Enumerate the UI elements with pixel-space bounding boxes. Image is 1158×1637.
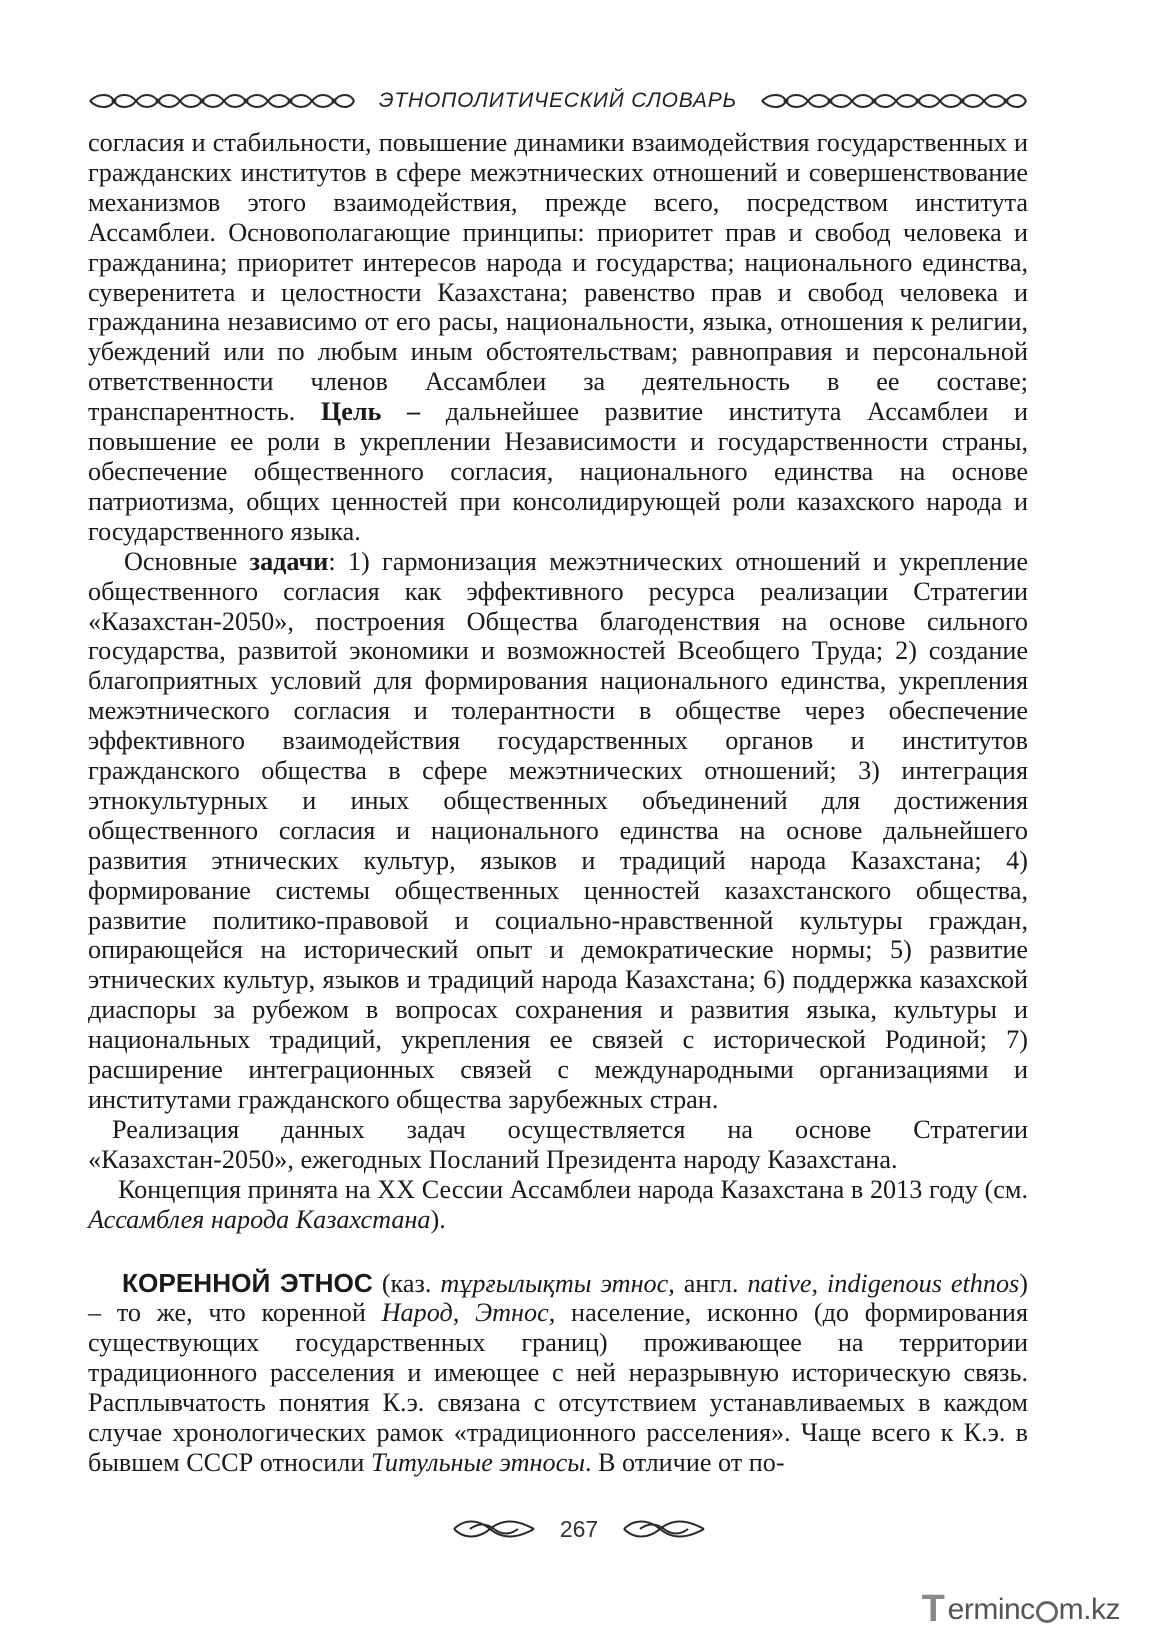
running-header — [88, 84, 1028, 118]
site-watermark — [922, 1588, 1120, 1631]
cross-reference: Ассамблея народа Казахстана — [88, 1204, 431, 1234]
goal-label: Цель – — [320, 397, 421, 427]
page-footer — [0, 1512, 1158, 1546]
header-title: ЭТНОПОЛИТИЧЕСКИЙ СЛОВАРЬ — [379, 89, 737, 112]
cross-reference: Народ, Этнос, — [381, 1298, 556, 1328]
watermark-text: m.kz — [1058, 1592, 1120, 1626]
cross-reference: Титульные этносы — [370, 1447, 585, 1477]
paragraph-tasks — [88, 547, 1028, 1115]
text-run: (каз. — [372, 1268, 441, 1298]
tasks-label: задачи — [249, 546, 329, 576]
paragraph-implementation: Реализация данных задач осуществляется на основе Стратегии «Казахстан-2050», ежегодных Посланий Президента народу Казахстана. — [88, 1114, 1028, 1174]
paragraph-principles — [88, 128, 1028, 547]
watermark-circle-icon — [1036, 1601, 1058, 1623]
text-run: дальнейшее развитие института Ассамблеи и повышение ее роли в укреплении Независимости и государственности страны, обеспечение общественного согласия, национального единства на основе патриотизма, общих ценностей при консолидирующей роли казахского народа и государственного языка. — [88, 397, 1028, 546]
text-run: согласия и стабильности, повышение динамики взаимодействия государственных и гражданских институтов в сфере межэтнических отношений и совершенствование механизмов этого взаимодействия, прежде всего, посредством института Ассамблеи. Основополагающие принципы: приоритет прав и свобод человека и гражданина; приоритет интересов народа и государства; национального единства, суверенитета и целостности Казахстана; равенство прав и свобод человека и гражданина независимо от его расы, национальности, языка, отношения к религии, убеждений или по любым иным обстоятельствам; равноправия и персональной ответственности членов Ассамблеи за деятельность в ее составе; транспарентность. — [88, 128, 1028, 427]
swirl-ornament-icon — [620, 1517, 708, 1541]
entry-term: КОРЕННОЙ ЭТНОС — [122, 1267, 373, 1298]
ornament-border-icon — [760, 91, 1028, 111]
text-run: англ. — [674, 1268, 748, 1298]
page-body — [88, 128, 1028, 1478]
text-run: Основные — [124, 546, 250, 576]
paragraph-adoption — [88, 1175, 1028, 1235]
ornament-border-icon — [88, 91, 356, 111]
text-run: Концепция принята на XX Сессии Ассамблеи народа Казахстана в 2013 году (см. — [118, 1174, 1028, 1204]
page-number: 267 — [559, 1515, 599, 1542]
text-run: . В отличие от по- — [584, 1447, 785, 1477]
text-run: : 1) гармонизация межэтнических отношений и укрепление общественного согласия как эффективного ресурса реализации Стратегии «Казахстан-2050», построения Общества благоденствия на основе сильного государства, развитой экономики и возможностей Всеобщего Труда; 2) создание благоприятных условий для формирования национального единства, укрепления межэтнического согласия и толерантности в обществе через обеспечение эффективного взаимодействия государственных органов и институтов гражданского общества в сфере межэтнических отношений; 3) интеграция этнокультурных и иных общественных объединений для достижения общественного согласия и национального единства на основе дальнейшего развития этнических культур, языков и традиций народа Казахстана; 4) формирование системы общественных ценностей казахстанского общества, развитие политико-правовой и социально-нравственной культуры граждан, опирающейся на исторический опыт и демократические нормы; 5) развитие этнических культур, языков и традиций народа Казахстана; 6) поддержка казахской диаспоры за рубежом в вопросах сохранения и развития языка, культуры и национальных традиций, укрепления ее связей с исторической Родиной; 7) расширение интеграционных связей с международными организациями и институтами гражданского общества зарубежных стран. — [88, 546, 1028, 1114]
text-run: ) – то же, что коренной — [88, 1268, 1028, 1328]
watermark-logo-letter: T — [921, 1588, 945, 1630]
text-run: ). — [430, 1204, 446, 1234]
kazakh-term: тұрғылықты этнос, — [440, 1268, 675, 1298]
dictionary-entry — [88, 1269, 1028, 1478]
swirl-ornament-icon — [450, 1517, 538, 1541]
text-run: население, исконно (до формирования существующих государственных границ) проживающее на территории традиционного расселения и имеющее с ней неразрывную историческую связь. Расплывчатость понятия К.э. связана с отсутствием устанавливаемых в каждом случае хронологических рамок «традиционного расселения». Чаще всего к К.э. в бывшем СССР относили — [88, 1298, 1028, 1477]
english-term: native, indigenous ethnos — [747, 1268, 1020, 1298]
watermark-text: erminc — [947, 1592, 1035, 1626]
